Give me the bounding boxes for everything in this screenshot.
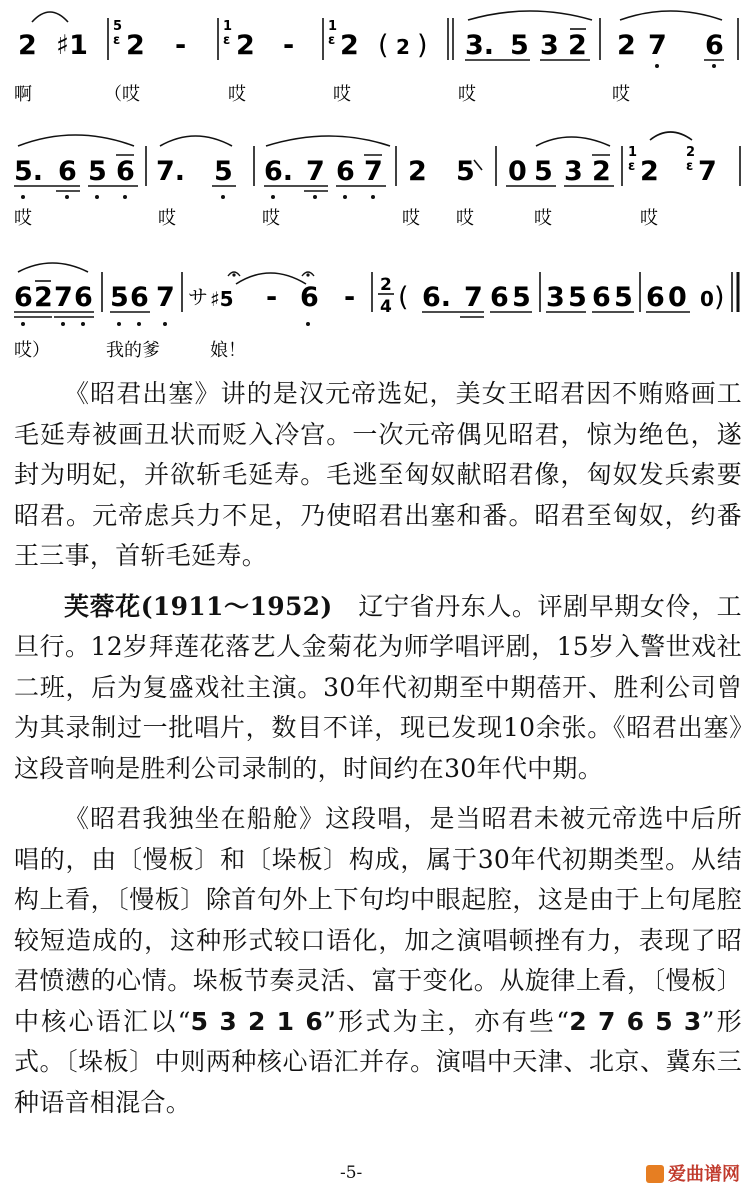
paragraph-2 [14, 587, 742, 790]
note: ) [417, 30, 428, 61]
note: 6 [130, 282, 149, 313]
note: 6 [116, 156, 135, 187]
page-number: -5- [340, 1163, 363, 1183]
lyric: 哎 [262, 208, 280, 229]
note: 3 [546, 282, 565, 313]
note: 2 [18, 30, 37, 61]
note: - [175, 30, 187, 61]
note: 5 [456, 156, 475, 187]
lyric: 娘！ [210, 340, 246, 361]
lyric: 哎 [402, 208, 420, 229]
paragraph-1-text: 《昭君出塞》讲的是汉元帝选妃，美女王昭君因不贿赂画工毛延寿被画丑状而贬入冷宫。一次元帝偶见昭君，惊为绝色，遂封为明妃，并欲斩毛延寿。毛逃至匈奴献昭君像，匈奴发兵索要昭君。元帝虑兵力不足，乃使昭君出塞和番。昭君至匈奴，约番王三事，首斩毛延寿。 [14, 379, 742, 570]
note: 0 [700, 287, 714, 311]
note: - [283, 30, 295, 61]
lyric: 哎 [612, 84, 630, 105]
note: 6. [264, 156, 294, 187]
score-row-3 [14, 263, 738, 361]
watermark-text: 爱曲谱网 [668, 1164, 740, 1185]
note: 7 [364, 156, 383, 187]
svg-text:): ) [714, 282, 725, 313]
note: 6 [705, 30, 724, 61]
note: 2 [340, 30, 359, 61]
note: 2 [617, 30, 636, 61]
note: 2 [640, 156, 659, 187]
note: 2 [34, 282, 53, 313]
lyric: 啊 [14, 84, 32, 105]
motif-2: 2 7 6 5 3 [569, 1006, 702, 1036]
note: 6 [592, 282, 611, 313]
note: 6 [58, 156, 77, 187]
svg-text:1: 1 [223, 19, 233, 34]
motif-1: 5 3 2 1 6 [190, 1006, 324, 1036]
time-sig-bottom: 4 [380, 297, 392, 317]
note: 2 [568, 30, 587, 61]
note: 7 [648, 30, 667, 61]
note: ♯1 [56, 30, 88, 61]
svg-text:ε: ε [628, 159, 636, 174]
note: 6 [74, 282, 93, 313]
score-row-2 [14, 132, 740, 229]
note: 6 [336, 156, 355, 187]
note: 7 [156, 282, 175, 313]
lyric: 哎 [228, 84, 246, 105]
paragraph-1 [14, 374, 742, 577]
music-note-icon [646, 1165, 664, 1183]
score-row-1 [14, 11, 738, 105]
note: 5. [14, 156, 44, 187]
svg-text:ε: ε [328, 33, 336, 48]
jianpu-score [0, 0, 750, 372]
performer-name: 芙蓉花(1911～1952) [64, 591, 333, 621]
note: 5 [110, 282, 129, 313]
note: - [266, 282, 278, 313]
note: 7 [54, 282, 73, 313]
svg-text:ε: ε [223, 33, 231, 48]
note: - [344, 282, 356, 313]
note: 6 [14, 282, 33, 313]
paragraph-2-text: 辽宁省丹东人。评剧早期女伶，工旦行。12岁拜莲花落艺人金菊花为师学唱评剧，15岁入警世戏社二班，后为复盛戏社主演。30年代初期至中期蓓开、胜利公司曾为其录制过一批唱片，数目不详，现已发现10余张。《昭君出塞》这段音响是胜利公司录制的，时间约在30年代中期。 [14, 591, 742, 783]
lyric: 哎 [640, 208, 658, 229]
svg-text:ε: ε [686, 159, 694, 174]
paragraph-3-text-b: ”形式为主，亦有些“ [323, 1006, 570, 1036]
note: 7 [464, 282, 483, 313]
note: ( [398, 282, 409, 313]
note: 7 [698, 156, 717, 187]
lyric: （哎 [104, 84, 140, 105]
note: 2 [592, 156, 611, 187]
note: 6 [300, 282, 319, 313]
note: 0 [508, 156, 527, 187]
lyric: 哎 [14, 208, 32, 229]
note: 6. [422, 282, 452, 313]
note: 7 [306, 156, 325, 187]
svg-text:2: 2 [686, 145, 696, 160]
svg-text:5: 5 [113, 19, 123, 34]
body-text [14, 374, 742, 1123]
svg-text:1: 1 [328, 19, 338, 34]
note: 5 [88, 156, 107, 187]
note: サ [188, 285, 208, 309]
lyric: 哎 [456, 208, 474, 229]
paragraph-3-text-a: 《昭君我独坐在船舱》这段唱，是当昭君未被元帝选中后所唱的，由〔慢板〕和〔垛板〕构成，属于30年代初期类型。从结构上看，〔慢板〕除首句外上下句均中眼起腔，这是由于上句尾腔较短造成的，这种形式较口语化，加之演唱顿挫有力，表现了昭君愤懑的心情。垛板节奏灵活、富于变化。从旋律上看，〔慢板〕中核心语汇以“ [14, 804, 742, 1036]
note: 6 [490, 282, 509, 313]
note: 5 [510, 30, 529, 61]
note: 6 [646, 282, 665, 313]
note: 5 [534, 156, 553, 187]
note: 0 [668, 282, 687, 313]
note: 7. [156, 156, 186, 187]
note: 3. [465, 30, 495, 61]
score-svg [0, 0, 750, 372]
lyric: 哎 [333, 84, 351, 105]
watermark [646, 1160, 740, 1186]
note: 5 [568, 282, 587, 313]
note: 5 [512, 282, 531, 313]
paragraph-3 [14, 799, 742, 1123]
lyric: 哎 [158, 208, 176, 229]
svg-text:1: 1 [628, 145, 638, 160]
lyric: 哎） [14, 340, 50, 361]
note: 2 [396, 35, 410, 59]
svg-text:ε: ε [113, 33, 121, 48]
paragraph-3-text-c: ”形式。〔垛板〕中则两种核心语汇并存。演唱中天津、北京、冀东三种语音相混合。 [14, 1006, 742, 1117]
note: 3 [564, 156, 583, 187]
note: 2 [126, 30, 145, 61]
note: ♯5 [210, 287, 234, 311]
lyric: 我的爹 [106, 340, 160, 361]
note: 5 [614, 282, 633, 313]
note: 2 [408, 156, 427, 187]
note: 2 [236, 30, 255, 61]
note: 3 [540, 30, 559, 61]
note: ( [378, 30, 389, 61]
note: 5 [214, 156, 233, 187]
time-sig-top: 2 [380, 275, 392, 295]
lyric: 哎 [534, 208, 552, 229]
lyric: 哎 [458, 84, 476, 105]
